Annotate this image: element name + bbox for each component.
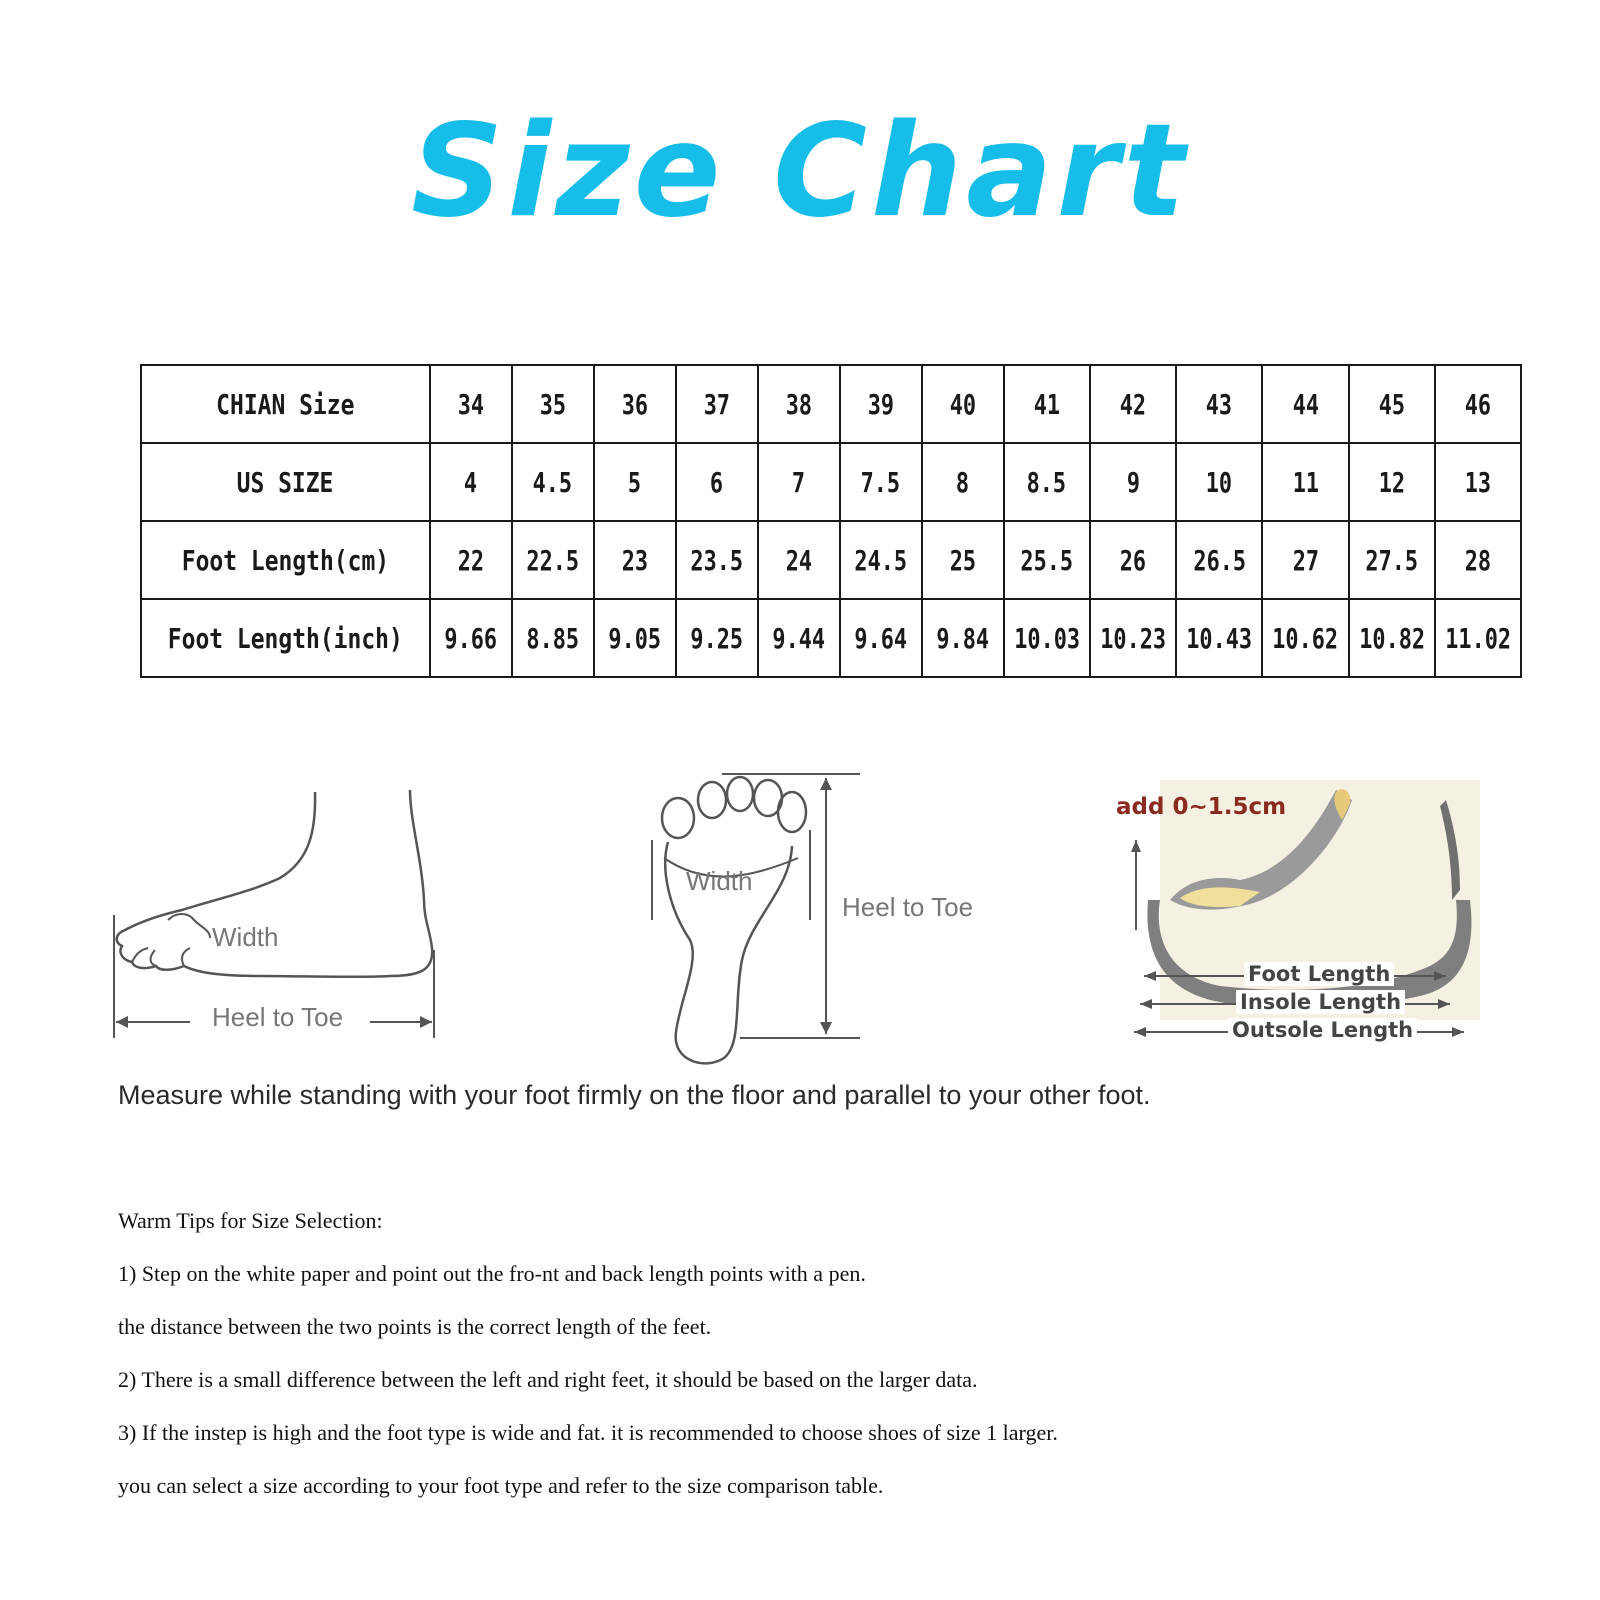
sole-width-label: Width (686, 866, 753, 896)
table-cell: 10.62 (1262, 599, 1348, 677)
side-width-label: Width (212, 922, 279, 952)
measurement-diagrams (0, 770, 1600, 1130)
table-row (141, 443, 1521, 521)
table-cell: 4.5 (512, 443, 594, 521)
table-cell: 9.44 (758, 599, 840, 677)
sole-length-label: Heel to Toe (842, 892, 974, 922)
table-cell: 35 (512, 365, 594, 443)
table-cell: 44 (1262, 365, 1348, 443)
row-header: Foot Length(inch) (141, 599, 430, 677)
table-cell: 24.5 (840, 521, 922, 599)
tip-line: 1) Step on the white paper and point out the fro-nt and back length points with a pen. (118, 1261, 866, 1286)
tip-line: the distance between the two points is the correct length of the feet. (118, 1314, 712, 1339)
table-cell: 12 (1349, 443, 1435, 521)
table-cell: 37 (676, 365, 758, 443)
table-cell: 9.05 (594, 599, 676, 677)
table-cell: 7 (758, 443, 840, 521)
table-cell: 23.5 (676, 521, 758, 599)
insole-length-label: Insole Length (1236, 990, 1405, 1014)
allowance-label: add 0~1.5cm (1116, 794, 1287, 820)
table-row (141, 599, 1521, 677)
side-length-label: Heel to Toe (212, 1002, 344, 1032)
table-cell: 45 (1349, 365, 1435, 443)
table-cell: 23 (594, 521, 676, 599)
table-cell: 27 (1262, 521, 1348, 599)
table-cell: 27.5 (1349, 521, 1435, 599)
table-cell: 46 (1435, 365, 1521, 443)
table-cell: 43 (1176, 365, 1262, 443)
page-title: Size Chart (411, 97, 1189, 246)
table-cell: 6 (676, 443, 758, 521)
outsole-length-label: Outsole Length (1228, 1018, 1417, 1042)
table-cell: 9.64 (840, 599, 922, 677)
table-cell: 28 (1435, 521, 1521, 599)
table-cell: 13 (1435, 443, 1521, 521)
table-cell: 22.5 (512, 521, 594, 599)
table-cell: 8.5 (1004, 443, 1090, 521)
table-cell: 8.85 (512, 599, 594, 677)
table-cell: 25 (922, 521, 1004, 599)
table-cell: 25.5 (1004, 521, 1090, 599)
table-cell: 10.23 (1090, 599, 1176, 677)
table-cell: 22 (430, 521, 512, 599)
table-cell: 26 (1090, 521, 1176, 599)
row-header: CHIAN Size (141, 365, 430, 443)
table-cell: 8 (922, 443, 1004, 521)
table-cell: 11 (1262, 443, 1348, 521)
table-row (141, 365, 1521, 443)
table-cell: 11.02 (1435, 599, 1521, 677)
tips-title: Warm Tips for Size Selection: (118, 1208, 383, 1233)
table-cell: 9.84 (922, 599, 1004, 677)
table-cell: 9 (1090, 443, 1176, 521)
tip-line: you can select a size according to your foot type and refer to the size comparison table. (118, 1473, 884, 1498)
row-header: US SIZE (141, 443, 430, 521)
size-table (140, 364, 1522, 678)
row-header: Foot Length(cm) (141, 521, 430, 599)
size-tips (118, 1208, 1478, 1526)
table-row (141, 521, 1521, 599)
measure-caption: Measure while standing with your foot firmly on the floor and parallel to your other foot. (118, 1080, 1151, 1110)
table-cell: 40 (922, 365, 1004, 443)
table-cell: 10 (1176, 443, 1262, 521)
table-cell: 5 (594, 443, 676, 521)
table-cell: 42 (1090, 365, 1176, 443)
tip-line: 3) If the instep is high and the foot type is wide and fat. it is recommended to choose shoes of size 1 larger. (118, 1420, 1058, 1445)
table-cell: 9.25 (676, 599, 758, 677)
table-cell: 9.66 (430, 599, 512, 677)
table-cell: 10.03 (1004, 599, 1090, 677)
table-cell: 4 (430, 443, 512, 521)
table-cell: 36 (594, 365, 676, 443)
table-cell: 41 (1004, 365, 1090, 443)
table-cell: 34 (430, 365, 512, 443)
table-cell: 39 (840, 365, 922, 443)
table-cell: 10.82 (1349, 599, 1435, 677)
table-cell: 24 (758, 521, 840, 599)
table-cell: 26.5 (1176, 521, 1262, 599)
table-cell: 10.43 (1176, 599, 1262, 677)
tip-line: 2) There is a small difference between the left and right feet, it should be based on the larger data. (118, 1367, 978, 1392)
table-cell: 38 (758, 365, 840, 443)
foot-length-label: Foot Length (1244, 962, 1394, 986)
table-cell: 7.5 (840, 443, 922, 521)
